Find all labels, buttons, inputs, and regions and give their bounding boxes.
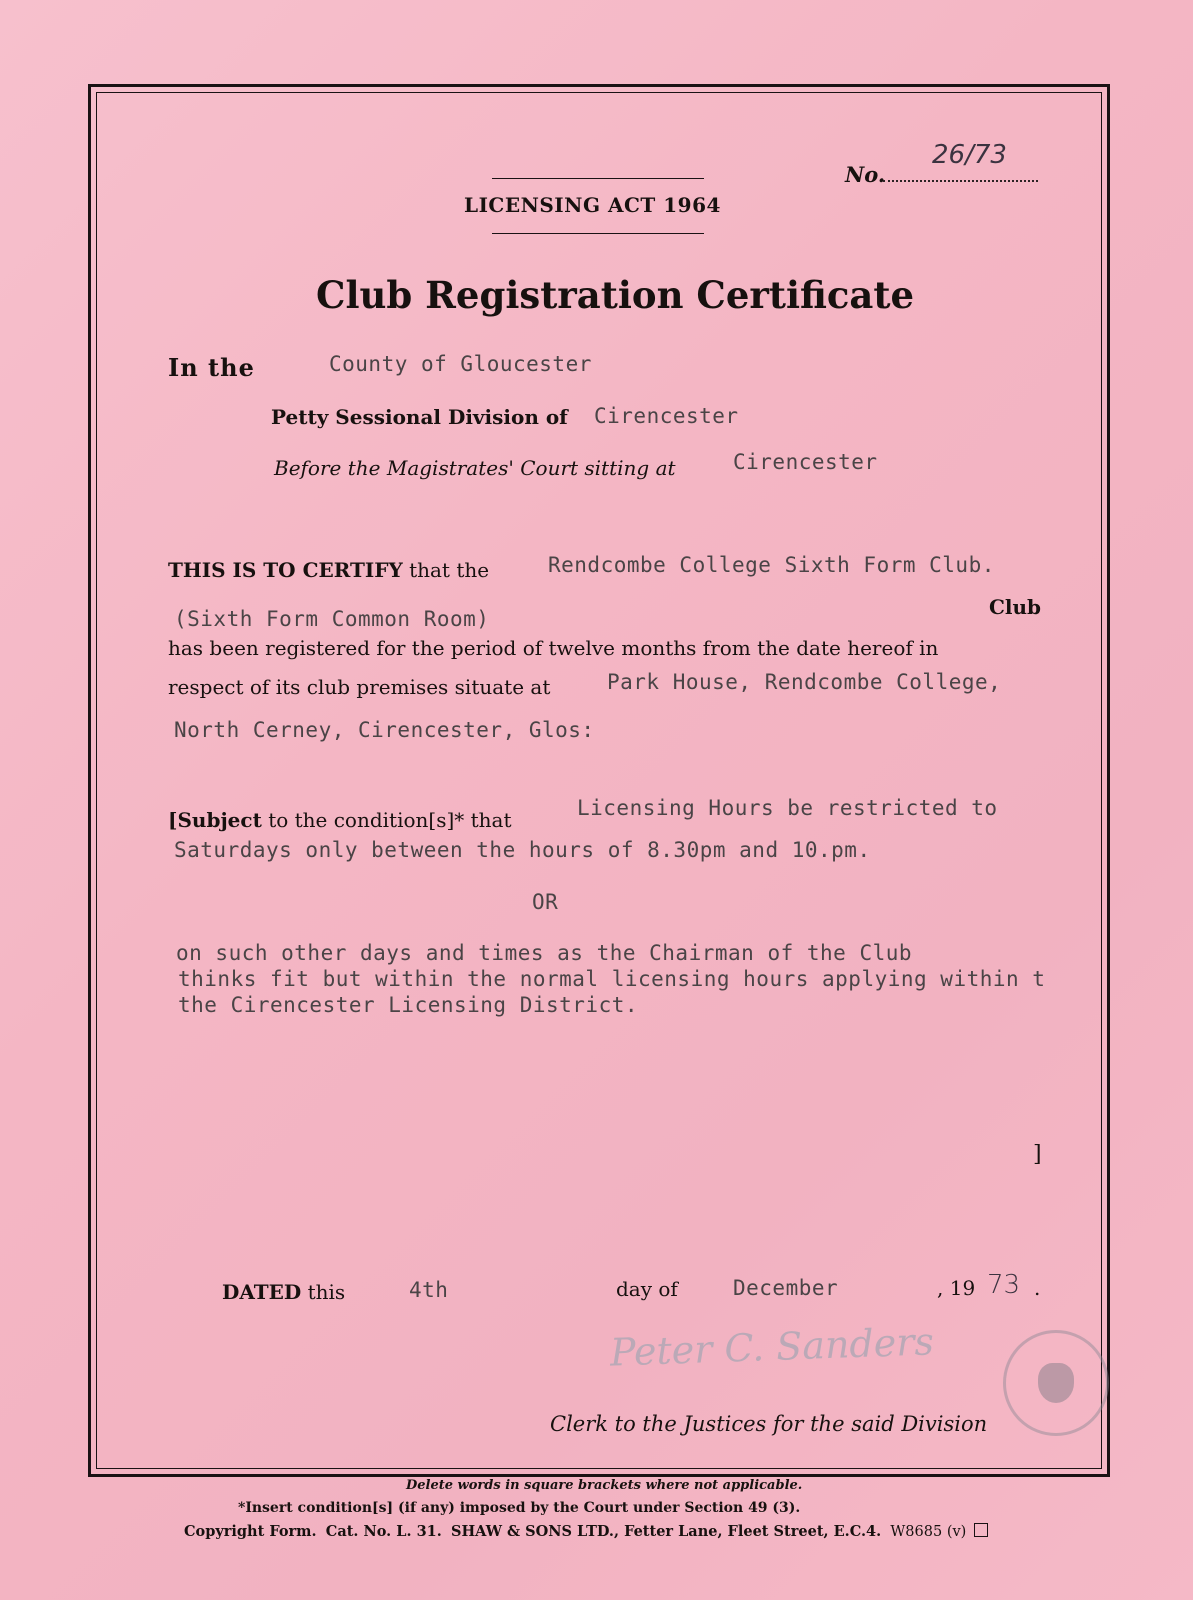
dated-bold: DATED: [222, 1280, 302, 1304]
number-dotline: [883, 180, 1038, 182]
number-label: No.: [845, 162, 886, 187]
this-label: this: [307, 1280, 346, 1304]
condition-line-2: Saturdays only between the hours of 8.30pm and 10.pm.: [174, 838, 871, 862]
footer-copyright-line: [184, 1523, 988, 1540]
premises-line-2: North Cerney, Cirencester, Glos:: [174, 718, 595, 742]
club-label: Club: [989, 595, 1042, 619]
dated-month: December: [733, 1276, 839, 1300]
registered-text: has been registered for the period of twelve months from the date hereof in: [168, 636, 939, 660]
condition-close-bracket: ]: [1033, 1142, 1042, 1167]
footer-checkbox-icon: [974, 1523, 988, 1537]
subject-open-bracket: [: [168, 808, 178, 832]
condition-line-4: thinks fit but within the normal licensing hours applying within t: [178, 967, 1046, 991]
certificate-title: Club Registration Certificate: [316, 273, 915, 317]
dated-day: 4th: [409, 1278, 449, 1302]
club-name-2: (Sixth Form Common Room): [174, 607, 490, 631]
seal-crown-icon: [1038, 1363, 1074, 1403]
court-label: Before the Magistrates' Court sitting at: [274, 456, 676, 480]
year-prefix: , 19: [937, 1276, 976, 1300]
day-of-label: day of: [616, 1277, 678, 1301]
in-the-label: In the: [168, 353, 255, 382]
premises-label: respect of its club premises situate at: [168, 675, 551, 699]
condition-line-5: the Cirencester Licensing District.: [178, 993, 639, 1017]
condition-line-3: on such other days and times as the Chairman of the Club: [176, 941, 913, 965]
certify-rest: that the: [409, 558, 490, 582]
footer-note-2: *Insert condition[s] (if any) imposed by the Court under Section 49 (3).: [238, 1500, 801, 1516]
condition-line-1: Licensing Hours be restricted to: [577, 796, 998, 820]
rule-bottom: [492, 233, 704, 234]
division-label: Petty Sessional Division of: [271, 405, 568, 429]
court-value: Cirencester: [733, 450, 878, 474]
rule-top: [492, 178, 704, 179]
clerk-label: Clerk to the Justices for the said Division: [550, 1412, 988, 1436]
dated-line: [222, 1280, 345, 1304]
form-code: W8685 (v): [890, 1524, 967, 1540]
catalog-number: Cat. No. L. 31.: [325, 1523, 442, 1540]
premises-line-1: Park House, Rendcombe College,: [607, 670, 1002, 694]
county-value: County of Gloucester: [329, 352, 592, 376]
certify-line: [168, 558, 489, 582]
certificate-number: 26/73: [932, 140, 1007, 170]
handwritten-signature: Peter C. Sanders: [609, 1319, 935, 1375]
division-value: Cirencester: [594, 404, 739, 428]
condition-or: OR: [532, 890, 559, 914]
club-name: Rendcombe College Sixth Form Club.: [548, 553, 995, 577]
publisher: SHAW & SONS LTD., Fetter Lane, Fleet Street, E.C.4.: [451, 1523, 882, 1540]
court-seal-stamp: [1003, 1330, 1109, 1436]
year-suffix: 73: [987, 1270, 1021, 1300]
subject-rest: to the condition[s]* that: [268, 808, 512, 832]
year-end: .: [1034, 1276, 1041, 1300]
footer-note-1: Delete words in square brackets where not applicable.: [406, 1478, 803, 1493]
act-title: LICENSING ACT 1964: [464, 193, 721, 217]
subject-line: [168, 808, 512, 832]
subject-bold: Subject: [177, 808, 262, 832]
certify-bold: THIS IS TO CERTIFY: [168, 558, 403, 582]
copyright-bold: Copyright Form.: [184, 1523, 317, 1540]
